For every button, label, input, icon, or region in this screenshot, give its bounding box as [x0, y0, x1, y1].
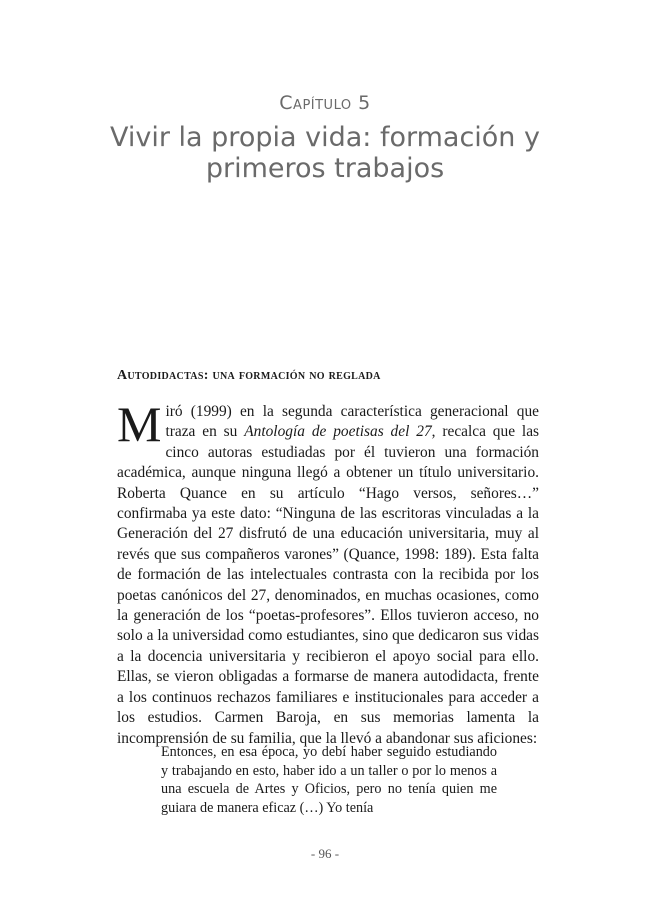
book-title-italic: Antología de poetisas del 27 [244, 423, 432, 441]
chapter-title [0, 122, 650, 184]
chapter-title-line-2: primeros trabajos [205, 153, 445, 184]
block-quote: Entonces, en esa época, yo debí haber seguido estudiando y trabajando en esto, haber ido a un taller o por lo menos a una escuela de Artes y Oficios, pero no tenía quien me guiara de manera eficaz (…) Yo tenía [161, 744, 497, 816]
drop-cap: M [117, 396, 162, 452]
paragraph-text-2: , recalca que las cinco autoras estudiadas por él tuvieron una formación académica, aunque ninguna llegó a obtener un título universitario. Roberta Quance en su artículo “Hago versos, señores…” confirmaba ya este dato: “Ninguna de las escritoras vinculadas a la Generación del 27 disfrutó de una educación universitaria, muy al revés que sus compañeros varones” (Quance, 1998: 189). Esta falta de formación de las intelectuales contrasta con la recibida por los poetas canónicos del 27, denominados, en muchas ocasiones, como la generación de los “poetas-profesores”. Ellos tuvieron acceso, no solo a la universidad como estudiantes, sino que dedicaron sus vidas a la docencia universitaria y recibieron el apoyo social para ello. Ellas, se vieron obligadas a formarse de manera autodidacta, frente a los continuos rechazos familiares e institucionales para acceder a los estudios. Carmen Baroja, en sus memorias lamenta la incomprensión de su familia, que la llevó a abandonar sus aficiones: [117, 423, 540, 747]
section-heading: Autodidactas: una formación no reglada [117, 368, 381, 383]
chapter-label: Capítulo 5 [279, 92, 371, 114]
paragraph-text-1: iró (1999) en la segunda característica generacional que traza en su [165, 403, 539, 441]
body-paragraph [117, 396, 540, 749]
chapter-title-line-1: Vivir la propia vida: formación y [110, 122, 540, 153]
page-number: - 96 - [310, 846, 340, 861]
